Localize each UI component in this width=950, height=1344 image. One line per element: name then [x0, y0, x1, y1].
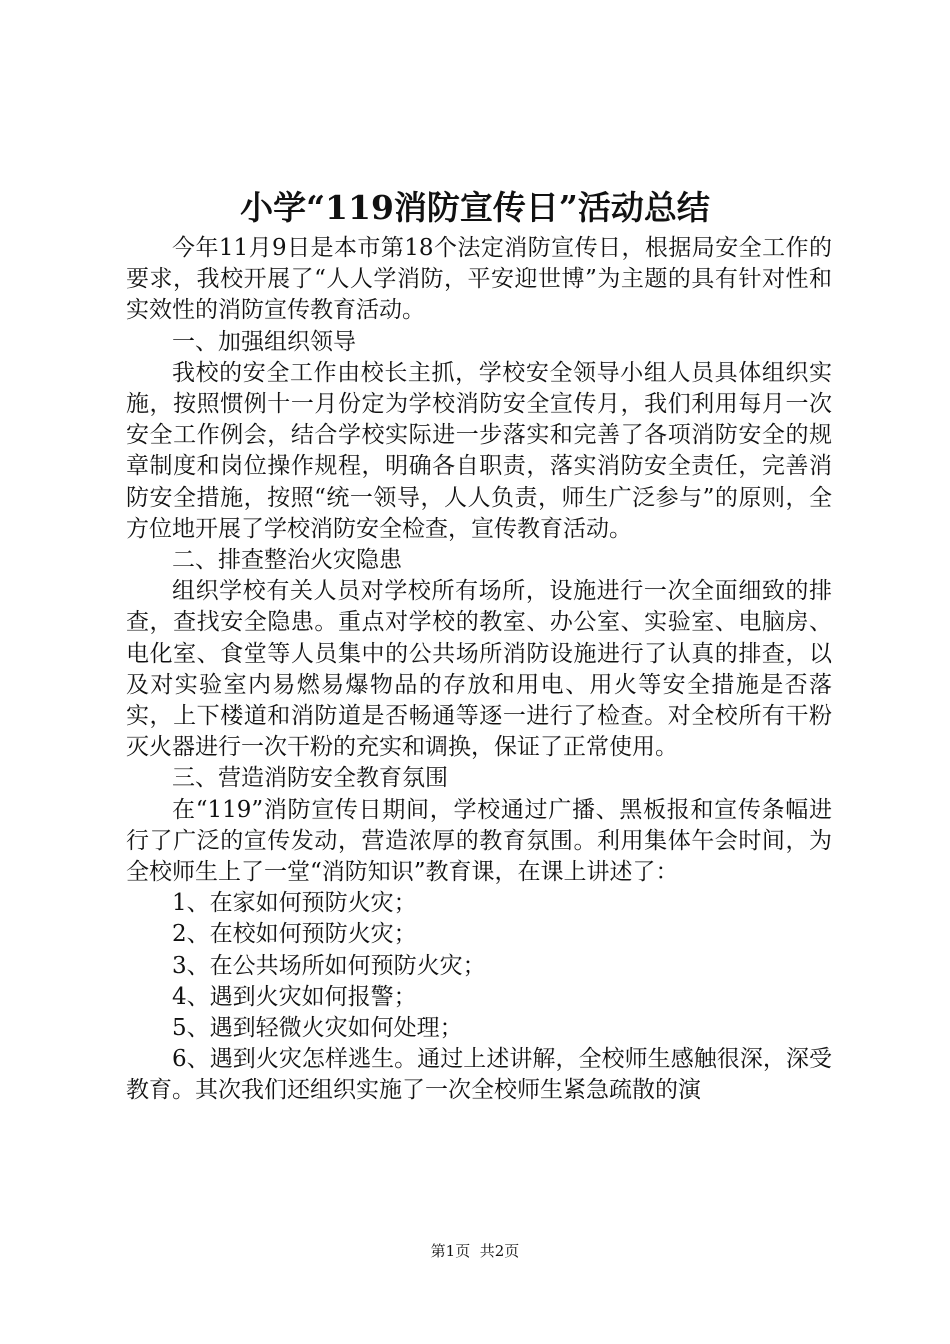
list-item: 1、在家如何预防火灾；	[172, 890, 417, 917]
document-body	[126, 233, 832, 1107]
footer-separator	[470, 1242, 480, 1260]
list-item: 5、遇到轻微火灾如何处理；	[172, 1015, 463, 1042]
list-item: 2、在校如何预防火灾；	[172, 921, 417, 948]
page-total: 共2页	[479, 1242, 520, 1260]
document-title: 小学“119消防宣传日”活动总结	[240, 188, 710, 227]
body-paragraph: 组织学校有关人员对学校所有场所，设施进行一次全面细致的排查，查找安全隐患。重点对学校的教室、办公室、实验室、电脑房、电化室、食堂等人员集中的公共场所消防设施进行了认真的排查，以及对实验室内易燃易爆物品的存放和用电、用火等安全措施是否落实，上下楼道和消防道是否畅通等逐一进行了检查。对全校所有干粉灭火器进行一次干粉的充实和调换，保证了正常使用。	[126, 578, 832, 761]
list-item: 4、遇到火灾如何报警；	[172, 983, 417, 1010]
list-item: 3、在公共场所如何预防火灾；	[172, 952, 486, 979]
section-heading-3: 三、营造消防安全教育氛围	[172, 765, 448, 792]
intro-paragraph: 今年11月9日是本市第18个法定消防宣传日，根据局安全工作的要求，我校开展了“人人学消防，平安迎世博”为主题的具有针对性和实效性的消防宣传教育活动。	[126, 235, 832, 324]
page-footer	[0, 1241, 950, 1261]
section-heading-1: 一、加强组织领导	[172, 328, 356, 355]
list-item: 6、遇到火灾怎样逃生。通过上述讲解，全校师生感触很深，深受教育。其次我们还组织实施了一次全校师生紧急疏散的演	[126, 1046, 832, 1104]
page-number: 第1页	[430, 1242, 471, 1260]
body-paragraph: 我校的安全工作由校长主抓，学校安全领导小组人员具体组织实施，按照惯例十一月份定为学校消防安全宣传月，我们利用每月一次安全工作例会，结合学校实际进一步落实和完善了各项消防安全的规章制度和岗位操作规程，明确各自职责，落实消防安全责任，完善消防安全措施，按照“统一领导，人人负责，师生广泛参与”的原则，全方位地开展了学校消防安全检查，宣传教育活动。	[126, 359, 832, 542]
body-paragraph: 在“119”消防宣传日期间，学校通过广播、黑板报和宣传条幅进行了广泛的宣传发动，营造浓厚的教育氛围。利用集体午会时间，为全校师生上了一堂“消防知识”教育课，在课上讲述了：	[126, 796, 832, 886]
section-heading-2: 二、排查整治火灾隐患	[172, 547, 402, 574]
